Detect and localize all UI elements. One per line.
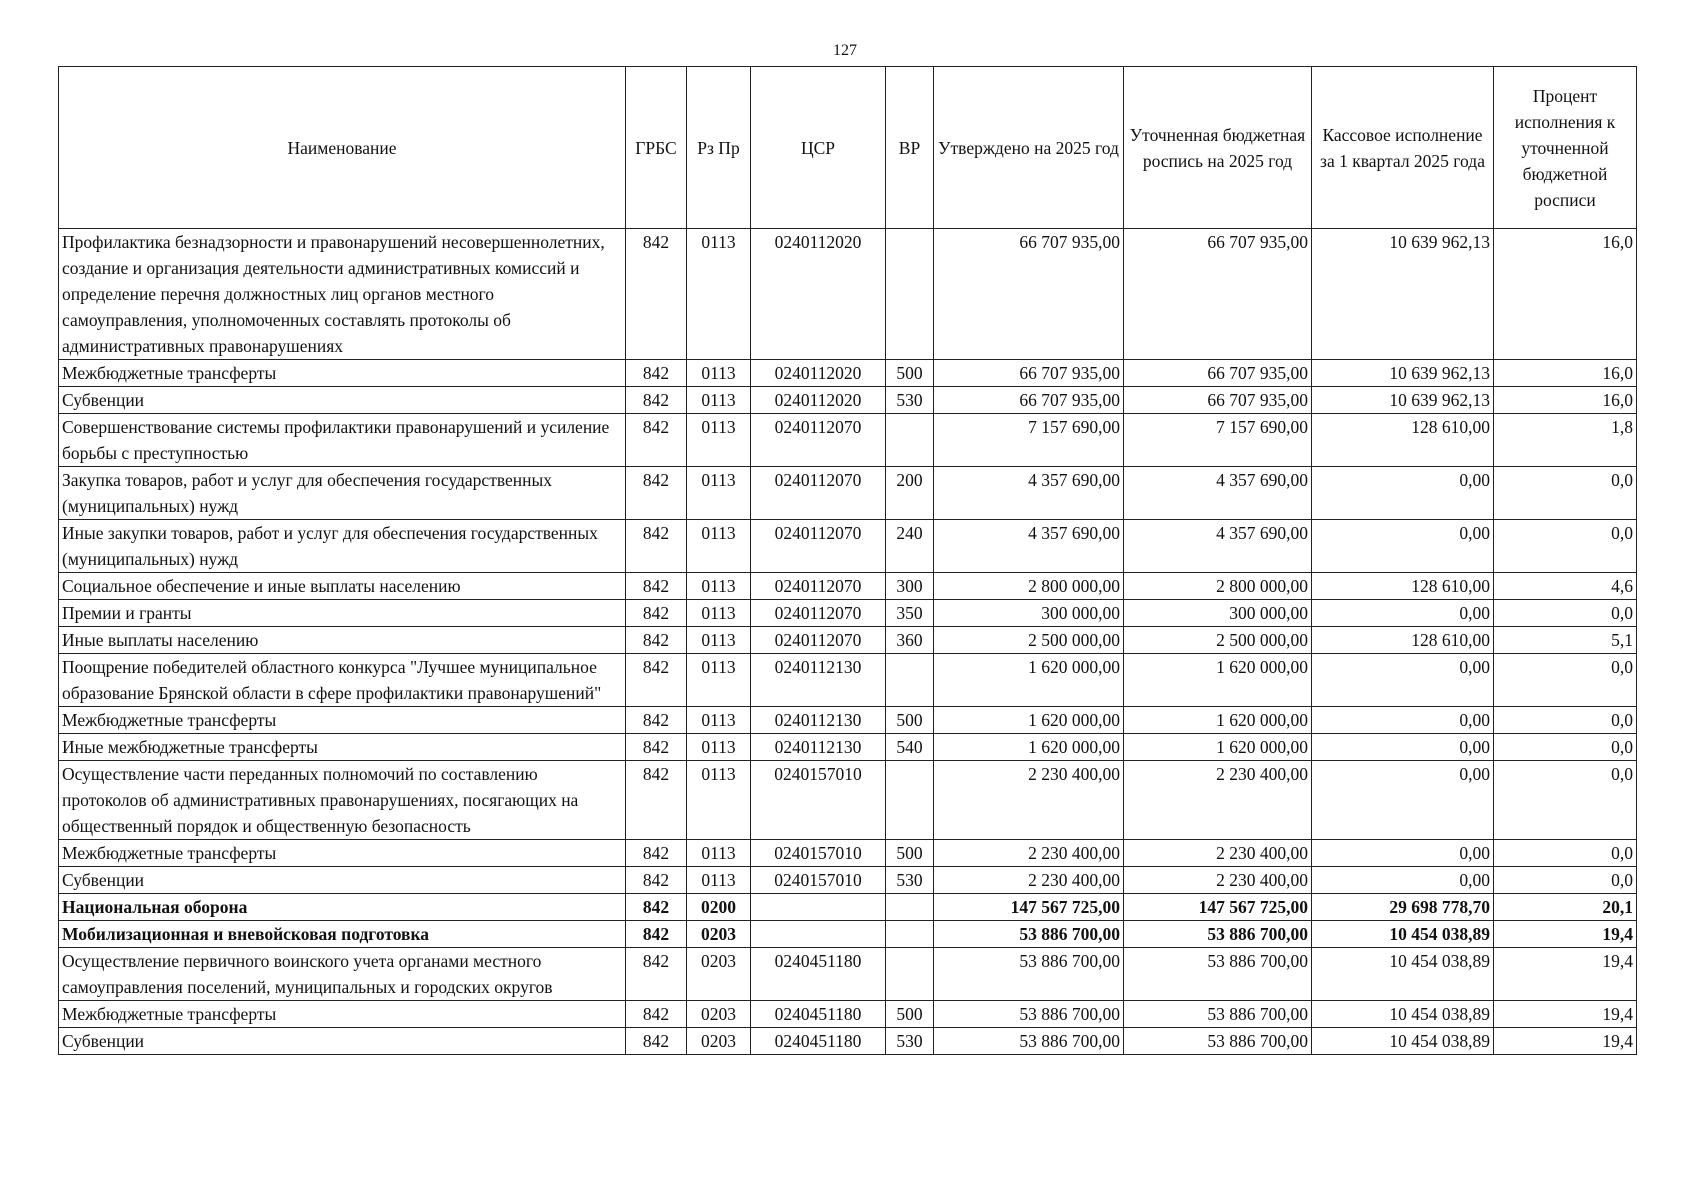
cell-percent: 0,0 — [1494, 467, 1637, 520]
cell-approved: 1 620 000,00 — [934, 654, 1124, 707]
cell-grbs: 842 — [626, 867, 687, 894]
cell-csr: 0240112020 — [751, 387, 886, 414]
table-row — [59, 229, 1637, 360]
cell-csr: 0240112070 — [751, 414, 886, 467]
cell-grbs: 842 — [626, 894, 687, 921]
cell-vr: 300 — [886, 573, 934, 600]
cell-vr: 200 — [886, 467, 934, 520]
cell-grbs: 842 — [626, 520, 687, 573]
cell-approved: 147 567 725,00 — [934, 894, 1124, 921]
cell-csr: 0240451180 — [751, 1028, 886, 1055]
cell-grbs: 842 — [626, 627, 687, 654]
cell-approved: 2 230 400,00 — [934, 840, 1124, 867]
cell-percent: 16,0 — [1494, 360, 1637, 387]
cell-approved: 2 500 000,00 — [934, 627, 1124, 654]
cell-rzpr: 0113 — [687, 654, 751, 707]
cell-cash: 0,00 — [1312, 734, 1494, 761]
cell-approved: 66 707 935,00 — [934, 229, 1124, 360]
cell-approved: 2 230 400,00 — [934, 761, 1124, 840]
cell-cash: 0,00 — [1312, 840, 1494, 867]
cell-cash: 128 610,00 — [1312, 414, 1494, 467]
table-row — [59, 467, 1637, 520]
cell-cash: 0,00 — [1312, 467, 1494, 520]
header-cash: Кассовое исполнение за 1 квартал 2025 года — [1312, 67, 1494, 229]
header-approved: Утверждено на 2025 год — [934, 67, 1124, 229]
cell-name: Иные закупки товаров, работ и услуг для обеспечения государственных (муниципальных) нужд — [59, 520, 626, 573]
cell-rzpr: 0113 — [687, 229, 751, 360]
cell-name: Осуществление части переданных полномочий по составлению протоколов об административных правонарушениях, посягающих на общественный порядок и общественную безопасность — [59, 761, 626, 840]
table-row — [59, 387, 1637, 414]
table-row — [59, 734, 1637, 761]
cell-percent: 19,4 — [1494, 1001, 1637, 1028]
cell-rzpr: 0113 — [687, 387, 751, 414]
cell-rzpr: 0113 — [687, 414, 751, 467]
cell-percent: 19,4 — [1494, 1028, 1637, 1055]
cell-grbs: 842 — [626, 921, 687, 948]
cell-rzpr: 0203 — [687, 948, 751, 1001]
cell-csr: 0240112070 — [751, 467, 886, 520]
cell-rzpr: 0113 — [687, 840, 751, 867]
cell-grbs: 842 — [626, 573, 687, 600]
cell-grbs: 842 — [626, 948, 687, 1001]
table-row — [59, 707, 1637, 734]
cell-percent: 16,0 — [1494, 229, 1637, 360]
cell-rzpr: 0113 — [687, 867, 751, 894]
table-row — [59, 654, 1637, 707]
cell-name: Межбюджетные трансферты — [59, 1001, 626, 1028]
cell-percent: 4,6 — [1494, 573, 1637, 600]
cell-vr: 500 — [886, 360, 934, 387]
cell-rzpr: 0113 — [687, 761, 751, 840]
table-row — [59, 360, 1637, 387]
cell-name: Совершенствование системы профилактики правонарушений и усиление борьбы с преступностью — [59, 414, 626, 467]
cell-cash: 0,00 — [1312, 520, 1494, 573]
cell-refined: 7 157 690,00 — [1124, 414, 1312, 467]
cell-csr: 0240157010 — [751, 761, 886, 840]
cell-csr: 0240112070 — [751, 627, 886, 654]
cell-refined: 53 886 700,00 — [1124, 1001, 1312, 1028]
table-row — [59, 600, 1637, 627]
table-row — [59, 414, 1637, 467]
cell-approved: 53 886 700,00 — [934, 1028, 1124, 1055]
table-row — [59, 867, 1637, 894]
cell-vr — [886, 229, 934, 360]
cell-rzpr: 0113 — [687, 520, 751, 573]
cell-name: Закупка товаров, работ и услуг для обеспечения государственных (муниципальных) нужд — [59, 467, 626, 520]
cell-name: Премии и гранты — [59, 600, 626, 627]
cell-refined: 4 357 690,00 — [1124, 520, 1312, 573]
cell-name: Поощрение победителей областного конкурса "Лучшее муниципальное образование Брянской области в сфере профилактики правонарушений" — [59, 654, 626, 707]
cell-refined: 1 620 000,00 — [1124, 654, 1312, 707]
table-body — [59, 229, 1637, 1055]
cell-csr: 0240112130 — [751, 654, 886, 707]
cell-rzpr: 0113 — [687, 600, 751, 627]
cell-cash: 0,00 — [1312, 707, 1494, 734]
cell-percent: 0,0 — [1494, 707, 1637, 734]
cell-approved: 300 000,00 — [934, 600, 1124, 627]
cell-refined: 66 707 935,00 — [1124, 387, 1312, 414]
header-csr: ЦСР — [751, 67, 886, 229]
header-refined: Уточненная бюджетная роспись на 2025 год — [1124, 67, 1312, 229]
cell-vr: 530 — [886, 1028, 934, 1055]
cell-rzpr: 0113 — [687, 467, 751, 520]
cell-vr: 540 — [886, 734, 934, 761]
cell-refined: 2 230 400,00 — [1124, 761, 1312, 840]
cell-vr — [886, 654, 934, 707]
cell-csr: 0240112020 — [751, 360, 886, 387]
cell-csr: 0240157010 — [751, 840, 886, 867]
cell-refined: 2 230 400,00 — [1124, 840, 1312, 867]
cell-percent: 0,0 — [1494, 867, 1637, 894]
cell-rzpr: 0203 — [687, 1001, 751, 1028]
cell-name: Субвенции — [59, 867, 626, 894]
cell-refined: 300 000,00 — [1124, 600, 1312, 627]
cell-cash: 10 454 038,89 — [1312, 948, 1494, 1001]
cell-refined: 4 357 690,00 — [1124, 467, 1312, 520]
cell-grbs: 842 — [626, 229, 687, 360]
cell-refined: 66 707 935,00 — [1124, 229, 1312, 360]
table-row — [59, 894, 1637, 921]
cell-cash: 10 454 038,89 — [1312, 921, 1494, 948]
cell-cash: 128 610,00 — [1312, 573, 1494, 600]
header-name: Наименование — [59, 67, 626, 229]
cell-percent: 16,0 — [1494, 387, 1637, 414]
cell-csr: 0240112070 — [751, 600, 886, 627]
cell-cash: 0,00 — [1312, 654, 1494, 707]
cell-vr — [886, 921, 934, 948]
cell-refined: 2 500 000,00 — [1124, 627, 1312, 654]
cell-vr — [886, 414, 934, 467]
cell-grbs: 842 — [626, 387, 687, 414]
cell-csr — [751, 894, 886, 921]
cell-csr: 0240112070 — [751, 573, 886, 600]
cell-csr — [751, 921, 886, 948]
cell-rzpr: 0113 — [687, 627, 751, 654]
cell-approved: 4 357 690,00 — [934, 467, 1124, 520]
cell-percent: 19,4 — [1494, 948, 1637, 1001]
cell-cash: 10 639 962,13 — [1312, 387, 1494, 414]
cell-vr: 500 — [886, 1001, 934, 1028]
cell-name: Межбюджетные трансферты — [59, 360, 626, 387]
header-vr: ВР — [886, 67, 934, 229]
cell-approved: 66 707 935,00 — [934, 360, 1124, 387]
cell-name: Межбюджетные трансферты — [59, 707, 626, 734]
table-row — [59, 948, 1637, 1001]
header-grbs: ГРБС — [626, 67, 687, 229]
cell-grbs: 842 — [626, 360, 687, 387]
cell-name: Мобилизационная и вневойсковая подготовка — [59, 921, 626, 948]
cell-rzpr: 0203 — [687, 921, 751, 948]
cell-cash: 10 454 038,89 — [1312, 1028, 1494, 1055]
table-row — [59, 840, 1637, 867]
table-row — [59, 627, 1637, 654]
cell-grbs: 842 — [626, 761, 687, 840]
cell-name: Профилактика безнадзорности и правонарушений несовершеннолетних, создание и организация деятельности административных комиссий и определение перечня должностных лиц органов местного самоуправления, уполномоченных составлять протоколы об административных правонарушениях — [59, 229, 626, 360]
cell-csr: 0240112130 — [751, 707, 886, 734]
cell-cash: 0,00 — [1312, 761, 1494, 840]
cell-refined: 1 620 000,00 — [1124, 707, 1312, 734]
header-rzpr: Рз Пр — [687, 67, 751, 229]
cell-vr: 530 — [886, 867, 934, 894]
cell-grbs: 842 — [626, 467, 687, 520]
cell-refined: 2 230 400,00 — [1124, 867, 1312, 894]
cell-csr: 0240112130 — [751, 734, 886, 761]
cell-refined: 53 886 700,00 — [1124, 921, 1312, 948]
cell-csr: 0240451180 — [751, 948, 886, 1001]
budget-execution-table — [58, 66, 1637, 1055]
cell-refined: 66 707 935,00 — [1124, 360, 1312, 387]
cell-approved: 1 620 000,00 — [934, 734, 1124, 761]
cell-name: Иные межбюджетные трансферты — [59, 734, 626, 761]
cell-refined: 2 800 000,00 — [1124, 573, 1312, 600]
header-row — [59, 67, 1637, 229]
cell-name: Субвенции — [59, 387, 626, 414]
cell-name: Межбюджетные трансферты — [59, 840, 626, 867]
cell-refined: 53 886 700,00 — [1124, 948, 1312, 1001]
cell-vr — [886, 948, 934, 1001]
cell-name: Иные выплаты населению — [59, 627, 626, 654]
table-row — [59, 921, 1637, 948]
cell-vr: 350 — [886, 600, 934, 627]
table-row — [59, 761, 1637, 840]
cell-grbs: 842 — [626, 654, 687, 707]
cell-cash: 29 698 778,70 — [1312, 894, 1494, 921]
cell-grbs: 842 — [626, 1028, 687, 1055]
cell-rzpr: 0200 — [687, 894, 751, 921]
cell-cash: 10 639 962,13 — [1312, 229, 1494, 360]
cell-approved: 53 886 700,00 — [934, 1001, 1124, 1028]
cell-name: Национальная оборона — [59, 894, 626, 921]
cell-grbs: 842 — [626, 1001, 687, 1028]
cell-percent: 0,0 — [1494, 600, 1637, 627]
cell-grbs: 842 — [626, 600, 687, 627]
cell-approved: 1 620 000,00 — [934, 707, 1124, 734]
cell-vr: 530 — [886, 387, 934, 414]
cell-refined: 53 886 700,00 — [1124, 1028, 1312, 1055]
cell-approved: 2 230 400,00 — [934, 867, 1124, 894]
cell-percent: 0,0 — [1494, 840, 1637, 867]
cell-csr: 0240112020 — [751, 229, 886, 360]
cell-name: Субвенции — [59, 1028, 626, 1055]
cell-rzpr: 0113 — [687, 573, 751, 600]
cell-rzpr: 0113 — [687, 734, 751, 761]
cell-vr — [886, 761, 934, 840]
cell-cash: 0,00 — [1312, 867, 1494, 894]
page-number: 127 — [833, 42, 857, 59]
cell-approved: 2 800 000,00 — [934, 573, 1124, 600]
cell-name: Социальное обеспечение и иные выплаты населению — [59, 573, 626, 600]
cell-csr: 0240157010 — [751, 867, 886, 894]
cell-approved: 7 157 690,00 — [934, 414, 1124, 467]
cell-approved: 66 707 935,00 — [934, 387, 1124, 414]
cell-cash: 10 454 038,89 — [1312, 1001, 1494, 1028]
cell-csr: 0240451180 — [751, 1001, 886, 1028]
cell-percent: 19,4 — [1494, 921, 1637, 948]
cell-grbs: 842 — [626, 734, 687, 761]
cell-approved: 4 357 690,00 — [934, 520, 1124, 573]
cell-csr: 0240112070 — [751, 520, 886, 573]
cell-percent: 0,0 — [1494, 654, 1637, 707]
cell-percent: 0,0 — [1494, 520, 1637, 573]
table-row — [59, 1028, 1637, 1055]
table-row — [59, 1001, 1637, 1028]
cell-percent: 1,8 — [1494, 414, 1637, 467]
table-row — [59, 573, 1637, 600]
cell-percent: 0,0 — [1494, 734, 1637, 761]
cell-vr: 500 — [886, 840, 934, 867]
cell-vr: 500 — [886, 707, 934, 734]
cell-vr — [886, 894, 934, 921]
cell-grbs: 842 — [626, 840, 687, 867]
cell-vr: 240 — [886, 520, 934, 573]
cell-grbs: 842 — [626, 707, 687, 734]
cell-vr: 360 — [886, 627, 934, 654]
cell-approved: 53 886 700,00 — [934, 921, 1124, 948]
cell-rzpr: 0113 — [687, 707, 751, 734]
cell-grbs: 842 — [626, 414, 687, 467]
cell-cash: 128 610,00 — [1312, 627, 1494, 654]
cell-percent: 5,1 — [1494, 627, 1637, 654]
table-row — [59, 520, 1637, 573]
cell-rzpr: 0203 — [687, 1028, 751, 1055]
cell-name: Осуществление первичного воинского учета органами местного самоуправления поселений, муниципальных и городских округов — [59, 948, 626, 1001]
cell-percent: 0,0 — [1494, 761, 1637, 840]
cell-percent: 20,1 — [1494, 894, 1637, 921]
cell-rzpr: 0113 — [687, 360, 751, 387]
cell-refined: 147 567 725,00 — [1124, 894, 1312, 921]
header-percent: Процент исполнения к уточненной бюджетной росписи — [1494, 67, 1637, 229]
cell-refined: 1 620 000,00 — [1124, 734, 1312, 761]
cell-cash: 0,00 — [1312, 600, 1494, 627]
cell-cash: 10 639 962,13 — [1312, 360, 1494, 387]
cell-approved: 53 886 700,00 — [934, 948, 1124, 1001]
